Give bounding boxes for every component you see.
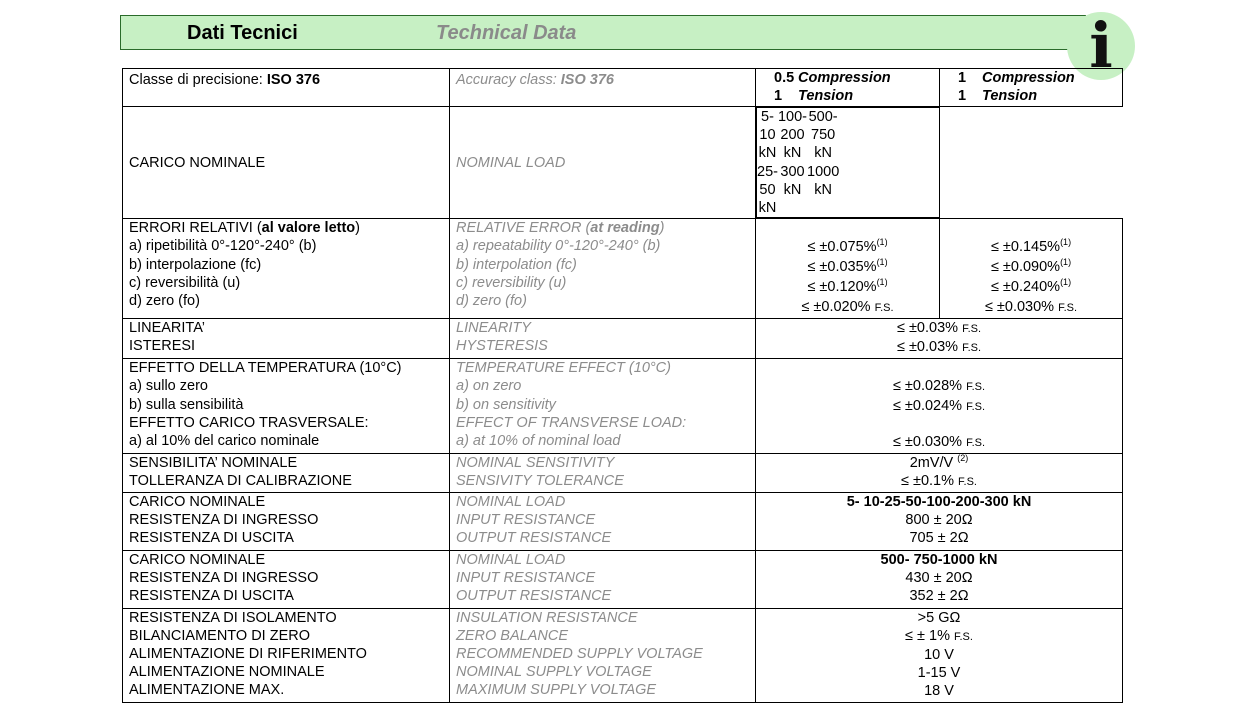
sensitivity-en: NOMINAL SENSITIVITY SENSIVITY TOLERANCE <box>450 454 756 492</box>
resistance-b-values: 500- 750-1000 kN 430 ± 20Ω 352 ± 2Ω <box>756 550 1123 608</box>
electrical-en: INSULATION RESISTANCE ZERO BALANCE RECOMMENDED SUPPLY VOLTAGE NOMINAL SUPPLY VOLTAGE MAXIMUM SUPPLY VOLTAGE <box>450 608 756 702</box>
temperature-it: EFFETTO DELLA TEMPERATURA (10°C) a) sullo zero b) sulla sensibilità EFFETTO CARICO TRASVERSALE: a) al 10% del carico nominale <box>123 359 450 454</box>
sensitivity-row <box>123 454 1123 492</box>
technical-data-table <box>122 68 1123 703</box>
sensitivity-values: 2mV/V $^{(2)}$ ≤ ±0.1% F.S. <box>756 454 1123 492</box>
accuracy-class-col2: 1 Compression 1 Tension <box>940 69 1123 107</box>
info-icon-glyph: i <box>1089 9 1113 82</box>
relative-error-it: ERRORI RELATIVI (al valore letto) a) ripetibilità 0°-120°-240° (b) b) interpolazione (fc) c) reversibilità (u) d) zero (fo) <box>123 219 450 319</box>
resistance-row-a <box>123 492 1123 550</box>
resistance-a-values: 5- 10-25-50-100-200-300 kN 800 ± 20Ω 705 ± 2Ω <box>756 492 1123 550</box>
nominal-load-row <box>123 107 1123 219</box>
relative-error-col2: ≤ ±0.145%$^{(1)}$ ≤ ±0.090%$^{(1)}$ ≤ ±0.240%$^{(1)}$ ≤ ±0.030% F.S. <box>940 219 1123 319</box>
resistance-b-en: NOMINAL LOAD INPUT RESISTANCE OUTPUT RESISTANCE <box>450 550 756 608</box>
nominal-load-values: 5-10 kN 100-200 kN 500-750 kN 25-50 kN 300 kN 1000 kN <box>756 107 940 218</box>
temperature-en: TEMPERATURE EFFECT (10°C) a) on zero b) on sensitivity EFFECT OF TRANSVERSE LOAD: a) at 10% of nominal load <box>450 359 756 454</box>
nominal-load-it: CARICO NOMINALE <box>123 107 450 219</box>
accuracy-class-col1: 0.5 Compression 1 Tension <box>756 69 940 107</box>
resistance-b-it: CARICO NOMINALE RESISTENZA DI INGRESSO RESISTENZA DI USCITA <box>123 550 450 608</box>
electrical-values: >5 GΩ ≤ ± 1% F.S. 10 V 1-15 V 18 V <box>756 608 1123 702</box>
linearity-en: LINEARITY HYSTERESIS <box>450 319 756 359</box>
electrical-it: RESISTENZA DI ISOLAMENTO BILANCIAMENTO DI ZERO ALIMENTAZIONE DI RIFERIMENTO ALIMENTAZIONE NOMINALE ALIMENTAZIONE MAX. <box>123 608 450 702</box>
relative-error-col1: ≤ ±0.075%$^{(1)}$ ≤ ±0.035%$^{(1)}$ ≤ ±0.120%$^{(1)}$ ≤ ±0.020% F.S. <box>756 219 940 319</box>
section-header <box>120 15 1086 50</box>
relative-error-en: RELATIVE ERROR (at reading) a) repeatability 0°-120°-240° (b) b) interpolation (fc) c) reversibility (u) d) zero (fo) <box>450 219 756 319</box>
nominal-load-en: NOMINAL LOAD <box>450 107 756 219</box>
resistance-a-en: NOMINAL LOAD INPUT RESISTANCE OUTPUT RESISTANCE <box>450 492 756 550</box>
temperature-values: ≤ ±0.028% F.S. ≤ ±0.024% F.S. ≤ ±0.030% F.S. <box>756 359 1123 454</box>
linearity-it: LINEARITA’ ISTERESI <box>123 319 450 359</box>
relative-error-row <box>123 219 1123 319</box>
title-english: Technical Data <box>436 22 577 44</box>
sensitivity-it: SENSIBILITA’ NOMINALE TOLLERANZA DI CALIBRAZIONE <box>123 454 450 492</box>
resistance-row-b <box>123 550 1123 608</box>
accuracy-label-it: Classe di precisione: ISO 376 <box>123 69 450 107</box>
title-italian: Dati Tecnici <box>187 22 298 44</box>
resistance-a-it: CARICO NOMINALE RESISTENZA DI INGRESSO RESISTENZA DI USCITA <box>123 492 450 550</box>
linearity-values: ≤ ±0.03% F.S. ≤ ±0.03% F.S. <box>756 319 1123 359</box>
linearity-row <box>123 319 1123 359</box>
accuracy-row <box>123 69 1123 107</box>
accuracy-label-en: Accuracy class: ISO 376 <box>450 69 756 107</box>
temperature-row <box>123 359 1123 454</box>
electrical-row <box>123 608 1123 702</box>
